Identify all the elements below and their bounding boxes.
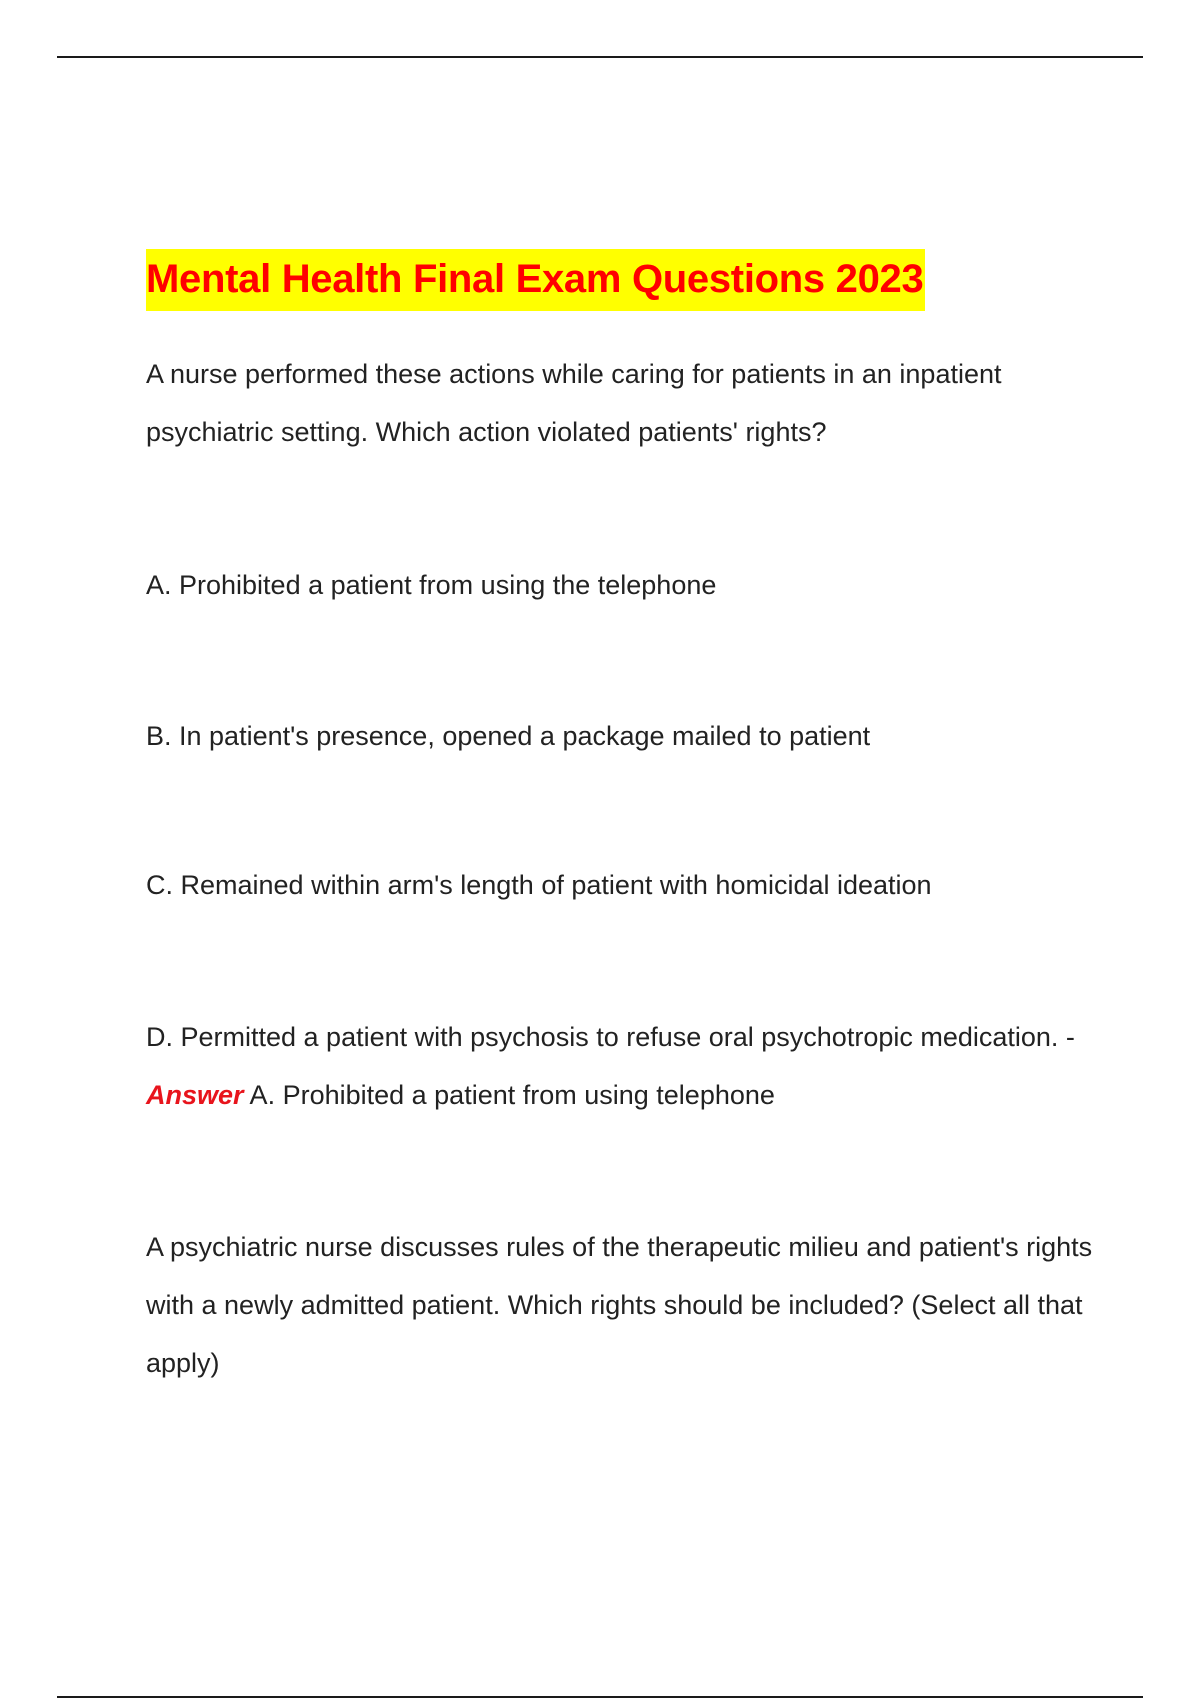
- question-1-option-d: D. Permitted a patient with psychosis to refuse oral psychotropic medication. -: [146, 1022, 1075, 1052]
- top-rule: [57, 56, 1143, 58]
- document-title: Mental Health Final Exam Questions 2023: [146, 249, 925, 311]
- question-1-stem: A nurse performed these actions while caring for patients in an inpatient psychiatric setting. Which action violated patients' rights?: [146, 359, 1002, 447]
- question-1-option-a: A. Prohibited a patient from using the telephone: [146, 570, 717, 600]
- question-1-option-d-with-answer: [146, 1008, 1096, 1124]
- question-1-option-c: C. Remained within arm's length of patient with homicidal ideation: [146, 870, 932, 900]
- answer-label: Answer: [146, 1080, 244, 1110]
- question-1-option-b: B. In patient's presence, opened a package mailed to patient: [146, 721, 871, 751]
- question-2-stem: A psychiatric nurse discusses rules of the therapeutic milieu and patient's rights with a newly admitted patient. Which rights should be included? (Select all that apply): [146, 1232, 1093, 1378]
- bottom-rule: [57, 1696, 1143, 1698]
- answer-text: A. Prohibited a patient from using telephone: [243, 1080, 775, 1110]
